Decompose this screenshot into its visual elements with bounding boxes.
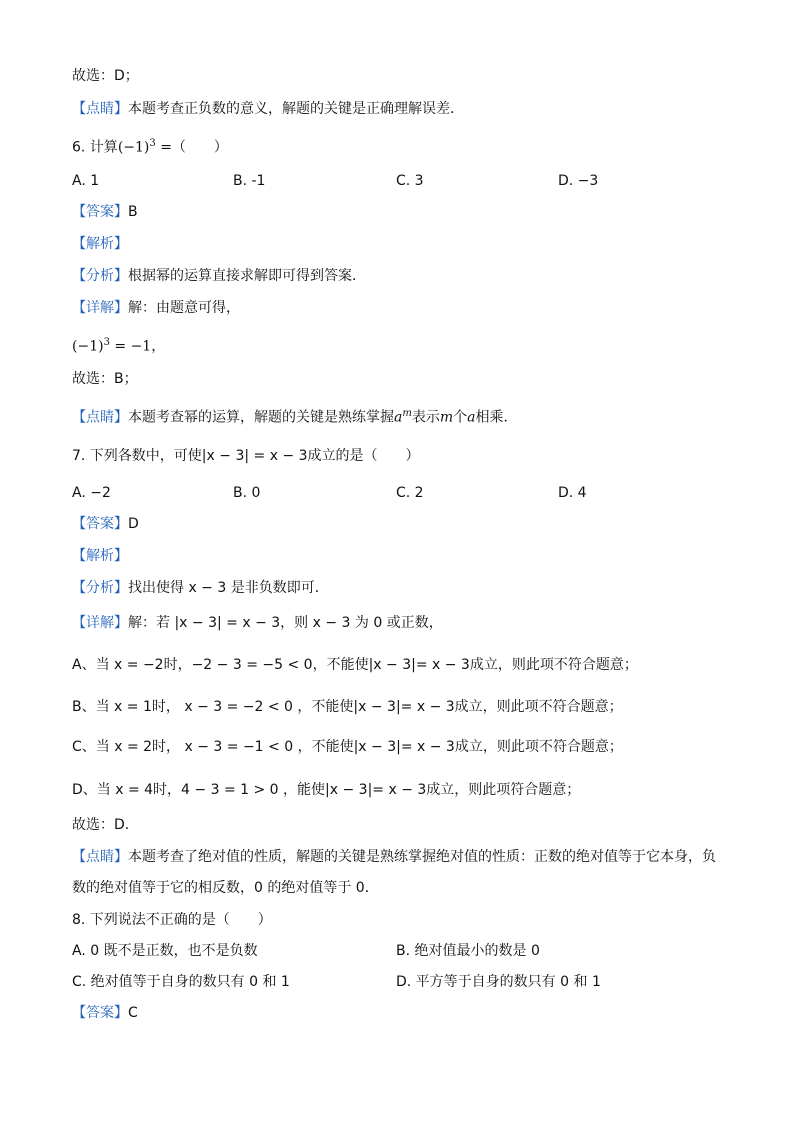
q8-option-b: B. 绝对值最小的数是 0	[396, 943, 540, 959]
eq6-exponent: 3	[103, 337, 110, 348]
case-b-7: B、当 x = 1时， x − 3 = −2 < 0 ，不能使|x − 3|= x − 3成立，则此项不符合题意；	[72, 699, 623, 715]
answer-7-value: D	[128, 516, 139, 532]
q7-option-b: B. 0	[233, 485, 261, 501]
dianjing-7a-text: 本题考查了绝对值的性质，解题的关键是熟练掌握绝对值的性质：正数的绝对值等于它本身，负	[128, 849, 716, 865]
xiangjie-7	[72, 613, 443, 633]
answer-7	[72, 514, 139, 534]
fenxi-6	[72, 266, 366, 286]
answer-8-value: C	[128, 1005, 138, 1021]
dianjing-6	[72, 404, 517, 428]
xiangjie-6	[72, 298, 240, 318]
guxuan-7: 故选：D．	[72, 817, 139, 833]
q8-option-d: D. 平方等于自身的数只有 0 和 1	[396, 974, 601, 990]
dianjing-6-m2: m	[439, 409, 454, 426]
dianjing-6-m: m	[402, 408, 412, 419]
case-d-7: D、当 x = 4时，4 − 3 = 1 > 0 ，能使|x − 3|= x − 3成立，则此项符合题意；	[72, 782, 581, 798]
dianjing-6-mid: 表示	[411, 409, 440, 426]
answer-8	[72, 1003, 138, 1023]
q7-option-c: C. 2	[396, 485, 424, 501]
jiexi-7: 【解析】	[72, 548, 128, 564]
tag-dianjing-7: 【点睛】	[72, 849, 128, 865]
q6-tail: =（ ）	[155, 139, 228, 156]
q6-expr: (−1)	[117, 139, 150, 156]
dianjing-7b: 数的绝对值等于它的相反数，0 的绝对值等于 0．	[72, 880, 379, 896]
answer-6	[72, 202, 138, 222]
fenxi-7	[72, 578, 329, 598]
dianjing-text: 本题考查正负数的意义，解题的关键是正确理解误差．	[128, 101, 464, 117]
q6-option-c: C. 3	[396, 173, 424, 189]
question-8: 8. 下列说法不正确的是（ ）	[72, 912, 272, 928]
q8-option-a: A. 0 既不是正数，也不是负数	[72, 943, 258, 959]
jiexi-6: 【解析】	[72, 236, 128, 252]
tag-xiangjie: 【详解】	[72, 300, 128, 316]
fenxi-7-text: 找出使得 x − 3 是非负数即可．	[128, 580, 329, 596]
answer-6-value: B	[128, 204, 138, 220]
dianjing-7a	[72, 847, 716, 867]
tag-dianjing-6: 【点睛】	[72, 409, 128, 426]
q7-option-d: D. 4	[558, 485, 587, 501]
tag-fenxi-7: 【分析】	[72, 580, 128, 596]
q6-exponent: 3	[149, 138, 156, 149]
line-dianjing-5	[72, 99, 464, 119]
tag-daan: 【答案】	[72, 204, 128, 220]
line-l1: 故选：D；	[72, 68, 139, 84]
eq6-base: (−1)	[72, 338, 104, 355]
question-6	[72, 134, 228, 158]
tag-dianjing: 【点睛】	[72, 101, 128, 117]
tag-daan-8: 【答案】	[72, 1005, 128, 1021]
dianjing-6-ge: 个	[453, 409, 468, 426]
question-7: 7. 下列各数中，可使|x − 3| = x − 3成立的是（ ）	[72, 448, 420, 464]
equation-6	[72, 333, 165, 357]
xiangjie-7-text: 解：若 |x − 3| = x − 3，则 x − 3 为 0 或正数，	[128, 615, 443, 631]
fenxi-6-text: 根据幂的运算直接求解即可得到答案．	[128, 268, 366, 284]
q7-option-a: A. −2	[72, 485, 111, 501]
guxuan-6: 故选：B；	[72, 371, 138, 387]
case-c-7: C、当 x = 2时， x − 3 = −1 < 0 ，不能使|x − 3|= x − 3成立，则此项不符合题意；	[72, 739, 623, 755]
q6-option-d: D. −3	[558, 173, 599, 189]
q6-label: 6. 计算	[72, 139, 118, 156]
case-a-7: A、当 x = −2时，−2 − 3 = −5 < 0，不能使|x − 3|= x − 3成立，则此项不符合题意；	[72, 657, 638, 673]
dianjing-6-post: 相乘．	[475, 409, 518, 426]
dianjing-6-a: a	[394, 409, 403, 426]
dianjing-6-pre: 本题考查幂的运算，解题的关键是熟练掌握	[128, 409, 394, 426]
tag-xiangjie-7: 【详解】	[72, 615, 128, 631]
tag-daan-7: 【答案】	[72, 516, 128, 532]
xiangjie-6-text: 解：由题意可得，	[128, 300, 240, 316]
dianjing-6-a2: a	[467, 409, 476, 426]
q6-option-a: A. 1	[72, 173, 100, 189]
eq6-tail: = −1，	[109, 338, 166, 355]
q8-option-c: C. 绝对值等于自身的数只有 0 和 1	[72, 974, 290, 990]
tag-fenxi: 【分析】	[72, 268, 128, 284]
q6-option-b: B. -1	[233, 173, 266, 189]
